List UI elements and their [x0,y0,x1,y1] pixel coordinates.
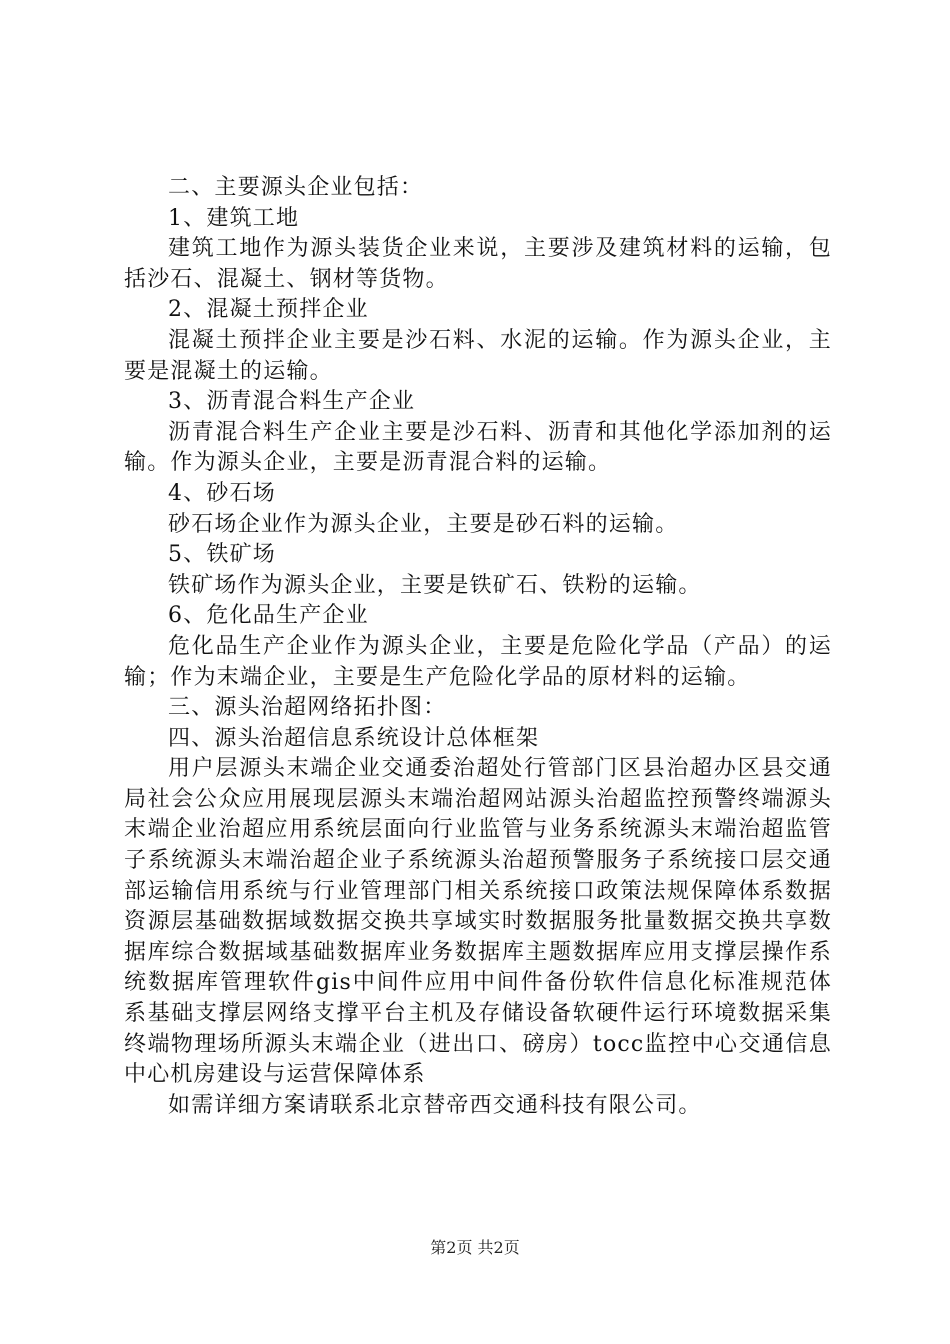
item-body-4: 砂石场企业作为源头企业，主要是砂石料的运输。 [168,511,679,537]
item-body-1: 建筑工地作为源头装货企业来说，主要涉及建筑材料的运输，包括沙石、混凝土、钢材等货物。 [124,236,832,292]
framework-body: 用户层源头末端企业交通委治超处行管部门区县治超办区县交通局社会公众应用展现层源头末端治超网站源头治超监控预警终端源头末端企业治超应用系统层面向行业监管与业务系统源头末端治超监管子系统源头末端治超企业子系统源头治超预警服务子系统接口层交通部运输信用系统与行业管理部门相关系统接口政策法规保障体系数据资源层基础数据域数据交换共享域实时数据服务批量数据交换共享数据库综合数据域基础数据库业务数据库主题数据库应用支撑层操作系统数据库管理软件gis中间件应用中间件备份软件信息化标准规范体系基础支撑层网络支撑平台主机及存储设备软硬件运行环境数据采集终端物理场所源头末端企业（进出口、磅房）tocc监控中心交通信息中心机房建设与运营保障体系 [124,756,832,1088]
page-footer: 第2页 共2页 [430,1238,520,1257]
contact-note: 如需详细方案请联系北京替帝西交通科技有限公司。 [168,1092,702,1118]
item-heading-1: 1、建筑工地 [168,205,300,231]
document-body [124,173,832,1121]
item-body-6: 危化品生产企业作为源头企业，主要是危险化学品（产品）的运输；作为末端企业，主要是生产危险化学品的原材料的运输。 [124,633,832,690]
item-body-2: 混凝土预拌企业主要是沙石料、水泥的运输。作为源头企业，主要是混凝土的运输。 [124,327,832,384]
item-body-3: 沥青混合料生产企业主要是沙石料、沥青和其他化学添加剂的运输。作为源头企业，主要是沥青混合料的运输。 [124,419,832,476]
section-heading-4: 四、源头治超信息系统设计总体框架 [168,725,540,751]
item-heading-6: 6、危化品生产企业 [168,603,369,629]
item-heading-3: 3、沥青混合料生产企业 [168,389,416,415]
item-heading-4: 4、砂石场 [168,480,276,506]
item-heading-5: 5、铁矿场 [168,542,276,568]
item-heading-2: 2、混凝土预拌企业 [168,297,369,323]
section-heading-2: 二、主要源头企业包括： [168,175,424,200]
item-body-5: 铁矿场作为源头企业，主要是铁矿石、铁粉的运输。 [168,572,702,598]
section-heading-3: 三、源头治超网络拓扑图： [168,695,447,721]
